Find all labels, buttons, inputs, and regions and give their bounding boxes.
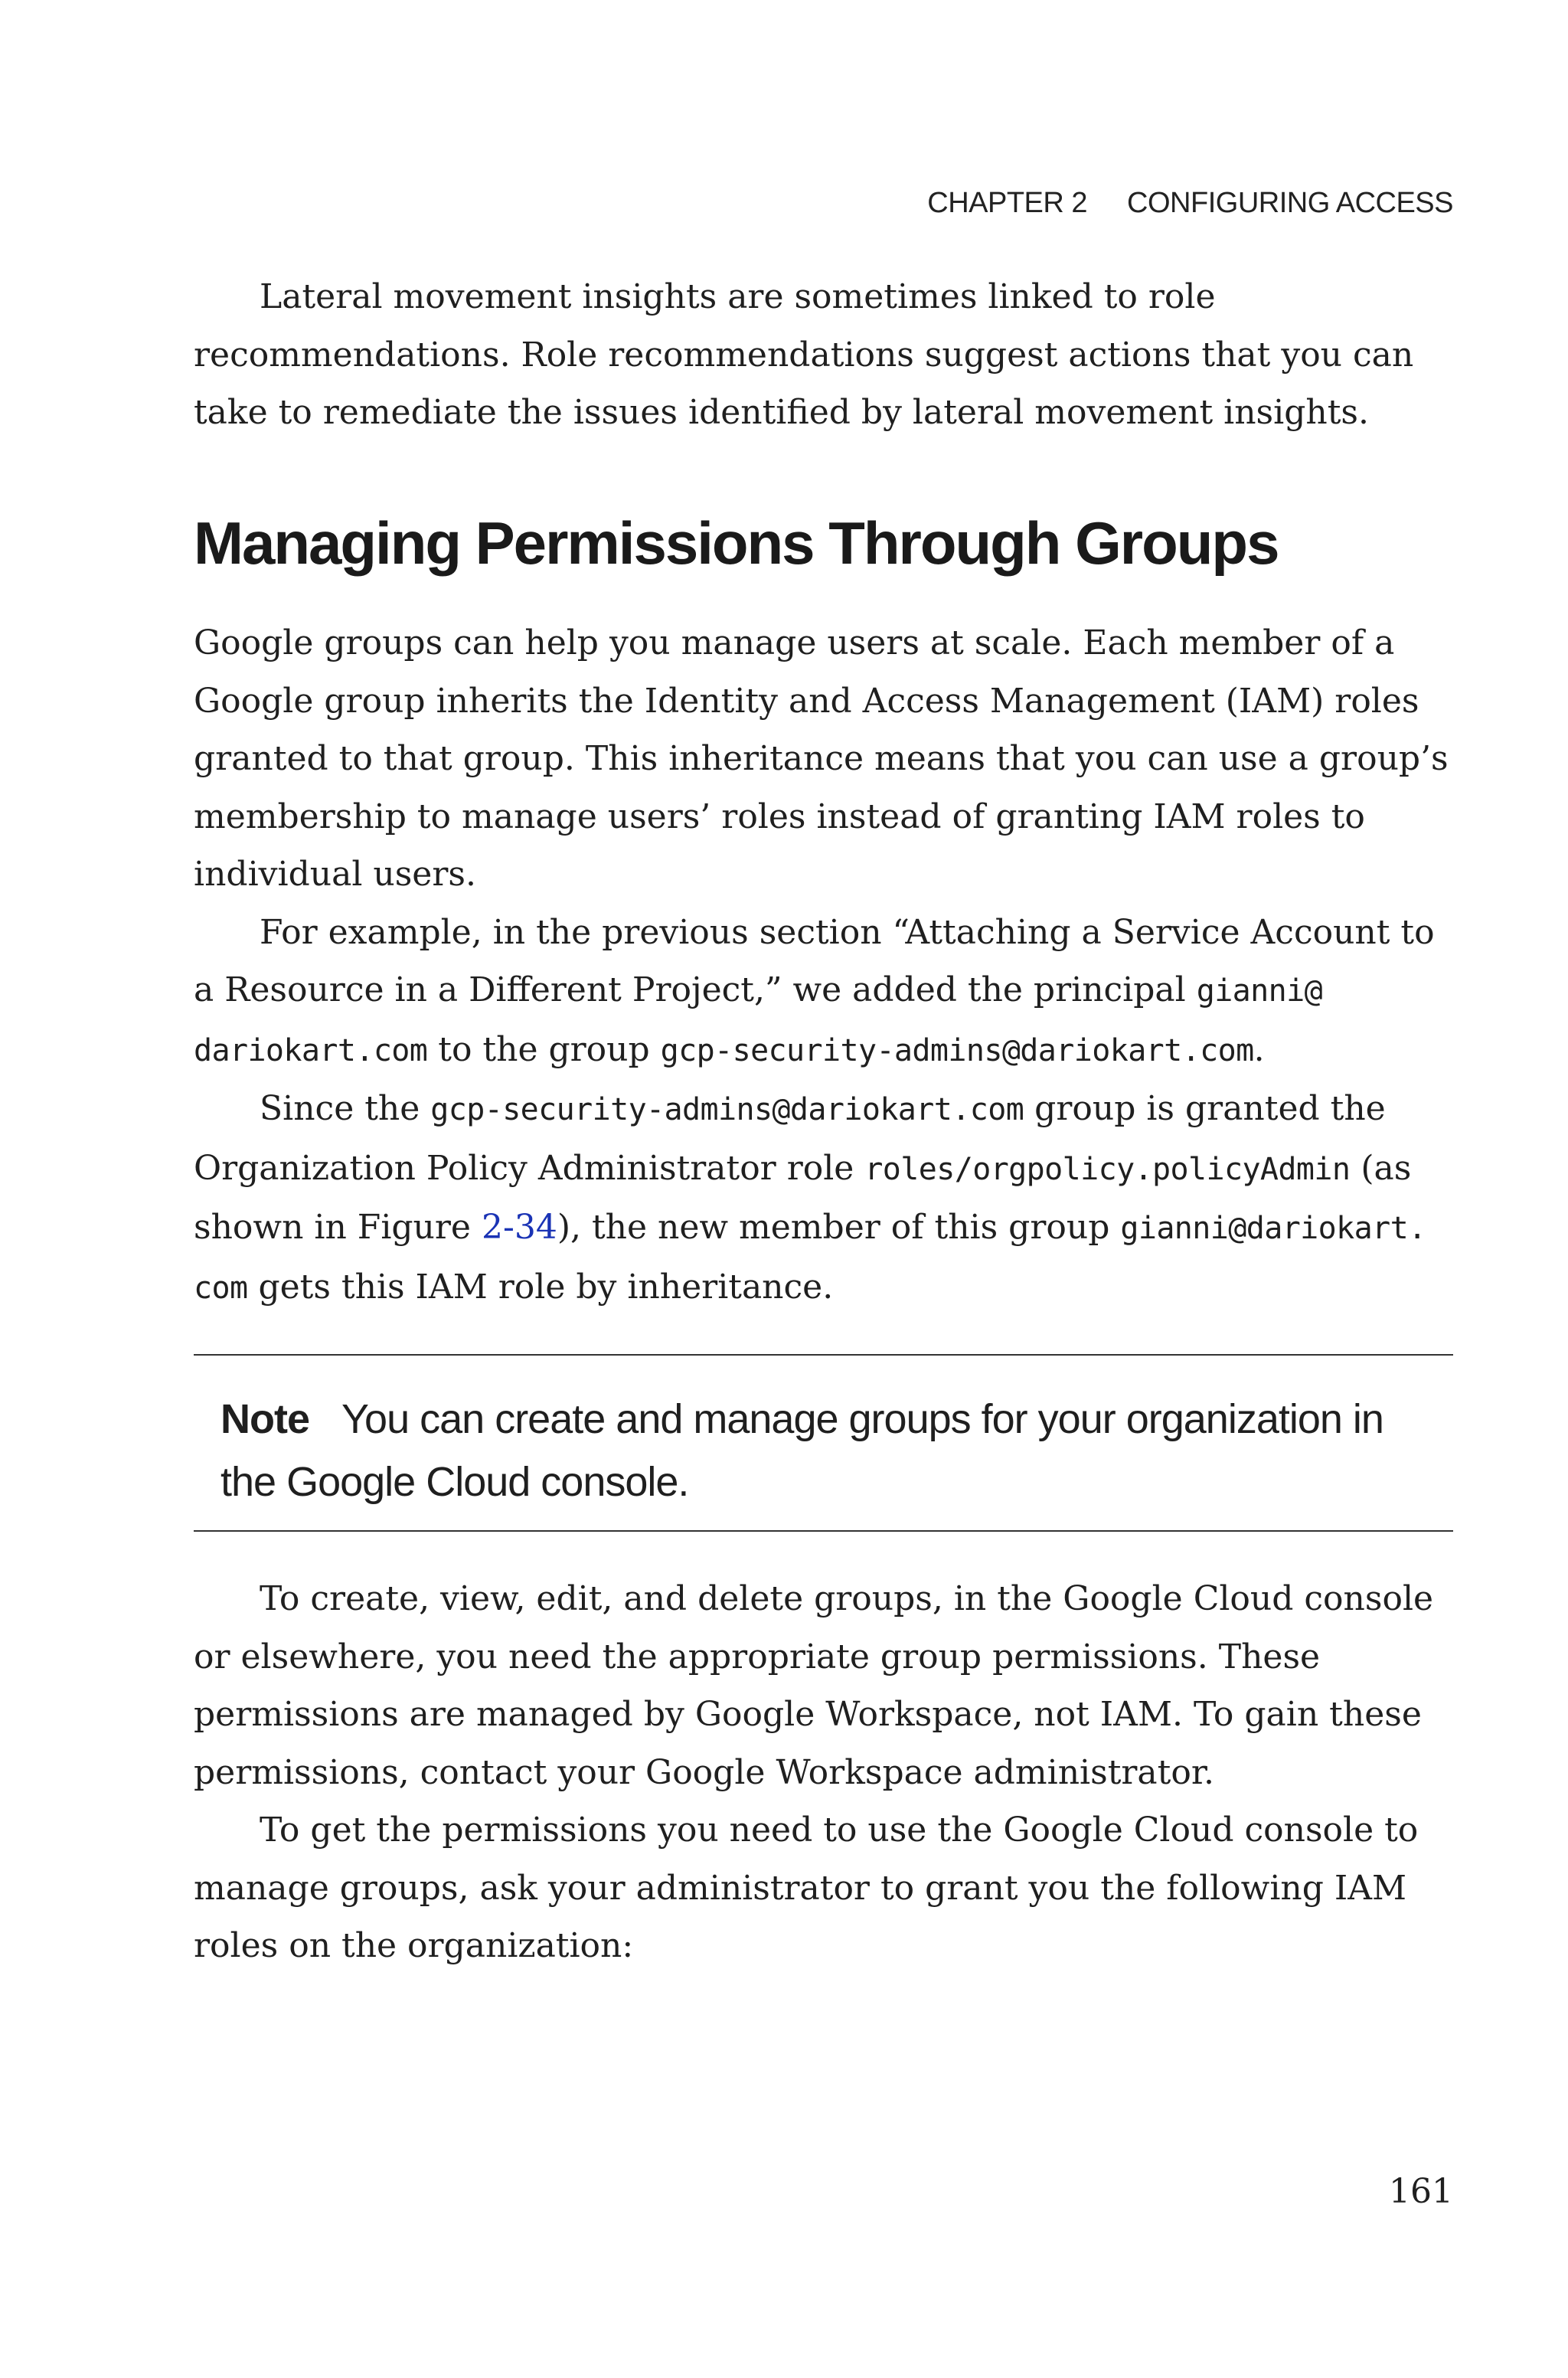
group-email-code: gcp-security-admins@dariokart.com <box>660 1032 1254 1068</box>
group-email-code-2: gcp-security-admins@dariokart.com <box>430 1092 1024 1127</box>
inheritance-text-4: ), the new member of this group <box>557 1208 1121 1247</box>
groups-paragraph: Google groups can help you manage users at scale. Each member of a Google group inherits the Identity and Access Management (IAM) roles granted to that group. This inheritance means that you can use a group’s membership to manage users’ roles instead of granting IAM roles to individual users. <box>194 623 1449 894</box>
permissions-paragraph-1: To create, view, edit, and delete groups, in the Google Cloud console or elsewhere, you need the appropriate group permissions. These permissions are managed by Google Workspace, not IAM. To gain these permissions, contact your Google Workspace administrator. <box>194 1579 1434 1792</box>
permissions-paragraph-2: To get the permissions you need to use the Google Cloud console to manage groups, ask your administrator to grant you the following IAM roles on the organization: <box>194 1810 1419 1965</box>
example-text-2: to the group <box>427 1029 661 1069</box>
groups-block <box>194 614 1453 1317</box>
figure-reference-link[interactable]: 2-34 <box>481 1208 557 1247</box>
inheritance-text-1: Since the <box>260 1089 431 1128</box>
note-text <box>220 1388 1430 1513</box>
inheritance-text-2: group is granted the Organization Policy Administrator role <box>194 1089 1386 1188</box>
note-body: You can create and manage groups for your organization in the Google Cloud console. <box>220 1396 1383 1505</box>
member-email-code: gianni@dariokart. com <box>194 1211 1426 1306</box>
running-head <box>927 187 1453 220</box>
example-paragraph <box>194 904 1453 1081</box>
example-text-3: . <box>1253 1029 1265 1069</box>
intro-block <box>194 268 1453 442</box>
role-id-code: roles/orgpolicy.policyAdmin <box>864 1151 1351 1187</box>
example-text-1: For example, in the previous section “Attaching a Service Account to a Resource in a Different Project,” we added the principal <box>194 912 1435 1009</box>
intro-paragraph: Lateral movement insights are sometimes linked to role recommendations. Role recommendations suggest actions that you can take to remediate the issues identified by lateral movement insights. <box>194 277 1414 432</box>
note-box <box>194 1354 1453 1532</box>
inheritance-text-3: (as shown in Figure <box>194 1148 1412 1247</box>
page-number: 161 <box>1389 2172 1453 2211</box>
chapter-number: CHAPTER 2 <box>927 187 1088 219</box>
note-label: Note <box>220 1396 309 1442</box>
section-heading: Managing Permissions Through Groups <box>194 509 1279 577</box>
inheritance-paragraph <box>194 1080 1453 1317</box>
inheritance-text-5: gets this IAM role by inheritance. <box>247 1267 834 1307</box>
principal-email-code: gianni@ dariokart.com <box>194 973 1323 1068</box>
permissions-block <box>194 1570 1453 1975</box>
chapter-title: CONFIGURING ACCESS <box>1127 187 1453 219</box>
